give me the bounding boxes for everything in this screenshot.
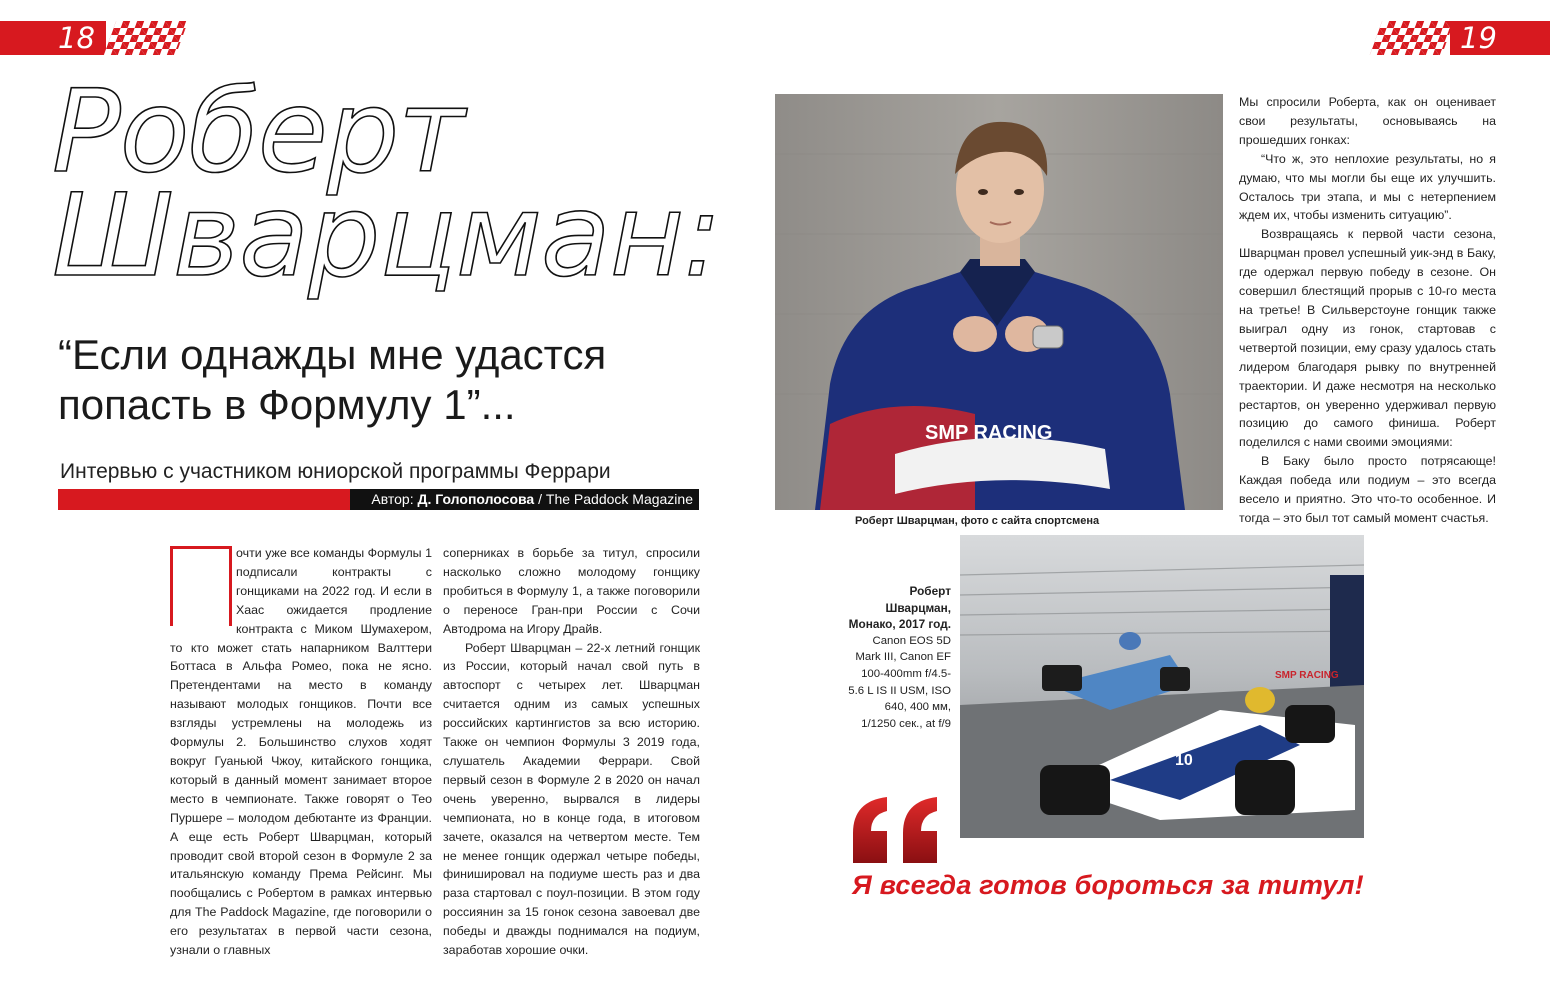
byline [350,489,699,510]
portrait-caption: Роберт Шварцман, фото с сайта спортсмена [855,515,1100,527]
right-page-number: 19 [1460,21,1497,55]
left-page-number: 18 [58,21,95,55]
title-line-1: Роберт [52,65,464,198]
col2-paragraph-1: соперниках в борьбе за титул, спросили насколько сложно молодому гонщику пробиться в Формулу 1, а также поговорили о переносе Гран-при России с Сочи Автодрома на Игору Драйв. [443,546,700,636]
body-column-3 [1239,93,1496,528]
byline-suffix: / The Paddock Magazine [534,491,693,507]
left-checkered-flag-icon [104,21,188,55]
col3-paragraph-4: В Баку было просто потрясающе! Каждая победа или подиум – это всегда весело и приятно. Это что-то особенное. И тогда – это был тот самый момент счастья. [1239,454,1496,525]
col3-paragraph-1: Мы спросили Роберта, как он оценивает свои результаты, основываясь на прошедших гонках: [1239,95,1496,147]
pull-quote: Я всегда готов бороться за титул! [852,870,1364,900]
car-caption-title: Роберт Шварцман, Монако, 2017 год. [848,584,951,632]
car-logo-text: SMP RACING [1275,670,1339,681]
article-subtitle: “Если однажды мне удастся попасть в Формулу 1”... [58,331,607,428]
car-caption-details: Canon EOS 5D Mark III, Canon EF 100-400mm f/4.5-5.6 L IS II USM, ISO 640, 400 мм, 1/1250 сек., at f/9 [848,634,951,730]
body-column-2 [443,544,700,960]
title-line-2: Шварцман: [52,169,721,302]
col1-paragraph: очти уже все команды Формулы 1 подписали контракты с гонщиками на 2022 год. И если в Хаас ожидается продление контракта с Миком Шумахером, то кто может стать напарником Валттери Боттаса в Альфа Ромео, пока не ясно. Претендентами на место в команду называют молодых гонщиков. Почти все взгляды устремлены на молодежь из Формулы 2. Большинство слухов ходят вокруг Гуаньюй Чжоу, китайского гонщика, который в данный момент занимает второе место в чемпионате. Также говорят о Тео Пуршере – молодом дебютанте из Франции. А еще есть Роберт Шварцман, который проводит свой второй сезон в Формуле 2 за итальянскую команду Према Рейсинг. Мы пообщались с Робертом в рамках интервью для The Paddock Magazine, где поговорили о его результатах в первой части сезона, узнали о главных [170,546,432,958]
col3-paragraph-3: Возвращаясь к первой части сезона, Шварцман провел успешный уик-энд в Баку, где одержал первую победу в сезоне. Он совершил блестящий прорыв с 10-го места на третье! В Сильверстоуне гонщик также выиграл одну из гонок, стартовав с четвертой позиции, ему сразу удалось стать лидером благодаря рывку по внутренней траектории. И даже несмотря на несколько рестартов, он уверенно удерживал первую позицию до самого финиша. Роберт поделился с нами своими эмоциями: [1239,227,1496,450]
drop-cap-p [170,546,232,626]
car-photo-caption [848,583,951,732]
race-car-photo [960,535,1364,838]
article-title [52,65,752,302]
portrait-photo [775,94,1223,510]
body-column-1 [170,544,432,960]
car-number: 10 [1175,752,1193,769]
quote-mark-icon [847,793,947,873]
suit-logo-text: SMP RACING [925,422,1053,444]
article-kicker: Интервью с участником юниорской программы Феррари [60,460,611,483]
right-checkered-flag-icon [1370,21,1454,55]
col2-paragraph-2: Роберт Шварцман – 22-х летний гонщик из России, который начал свой путь в автоспорт с четырех лет. Шварцман считается одним из самых успешных российских картингистов за всю историю. Также он чемпион Формулы 3 2019 года, слушатель Академии Феррари. Свой первый сезон в Формуле 2 в 2020 он начал очень уверенно, вырвался в лидеры чемпионата, но в конце года, в итоговом зачете, оказался на четвертом месте. Тем не менее гонщик одержал четыре победы, финишировал на подиуме шесть раз и два раза стартовал с поул-позиции. В этом году россиянин за 15 гонок сезона завоевал две победы и дважды поднимался на подиум, заработав хорошие очки. [443,640,700,958]
byline-author: Д. Голополосова [417,491,535,507]
byline-prefix: Автор: [371,491,414,507]
col3-paragraph-2: “Что ж, это неплохие результаты, но я думаю, что мы могли бы еще их улучшить. Осталось три этапа, и мы с нетерпением ждем их, чтобы изменить ситуацию”. [1239,151,1496,223]
